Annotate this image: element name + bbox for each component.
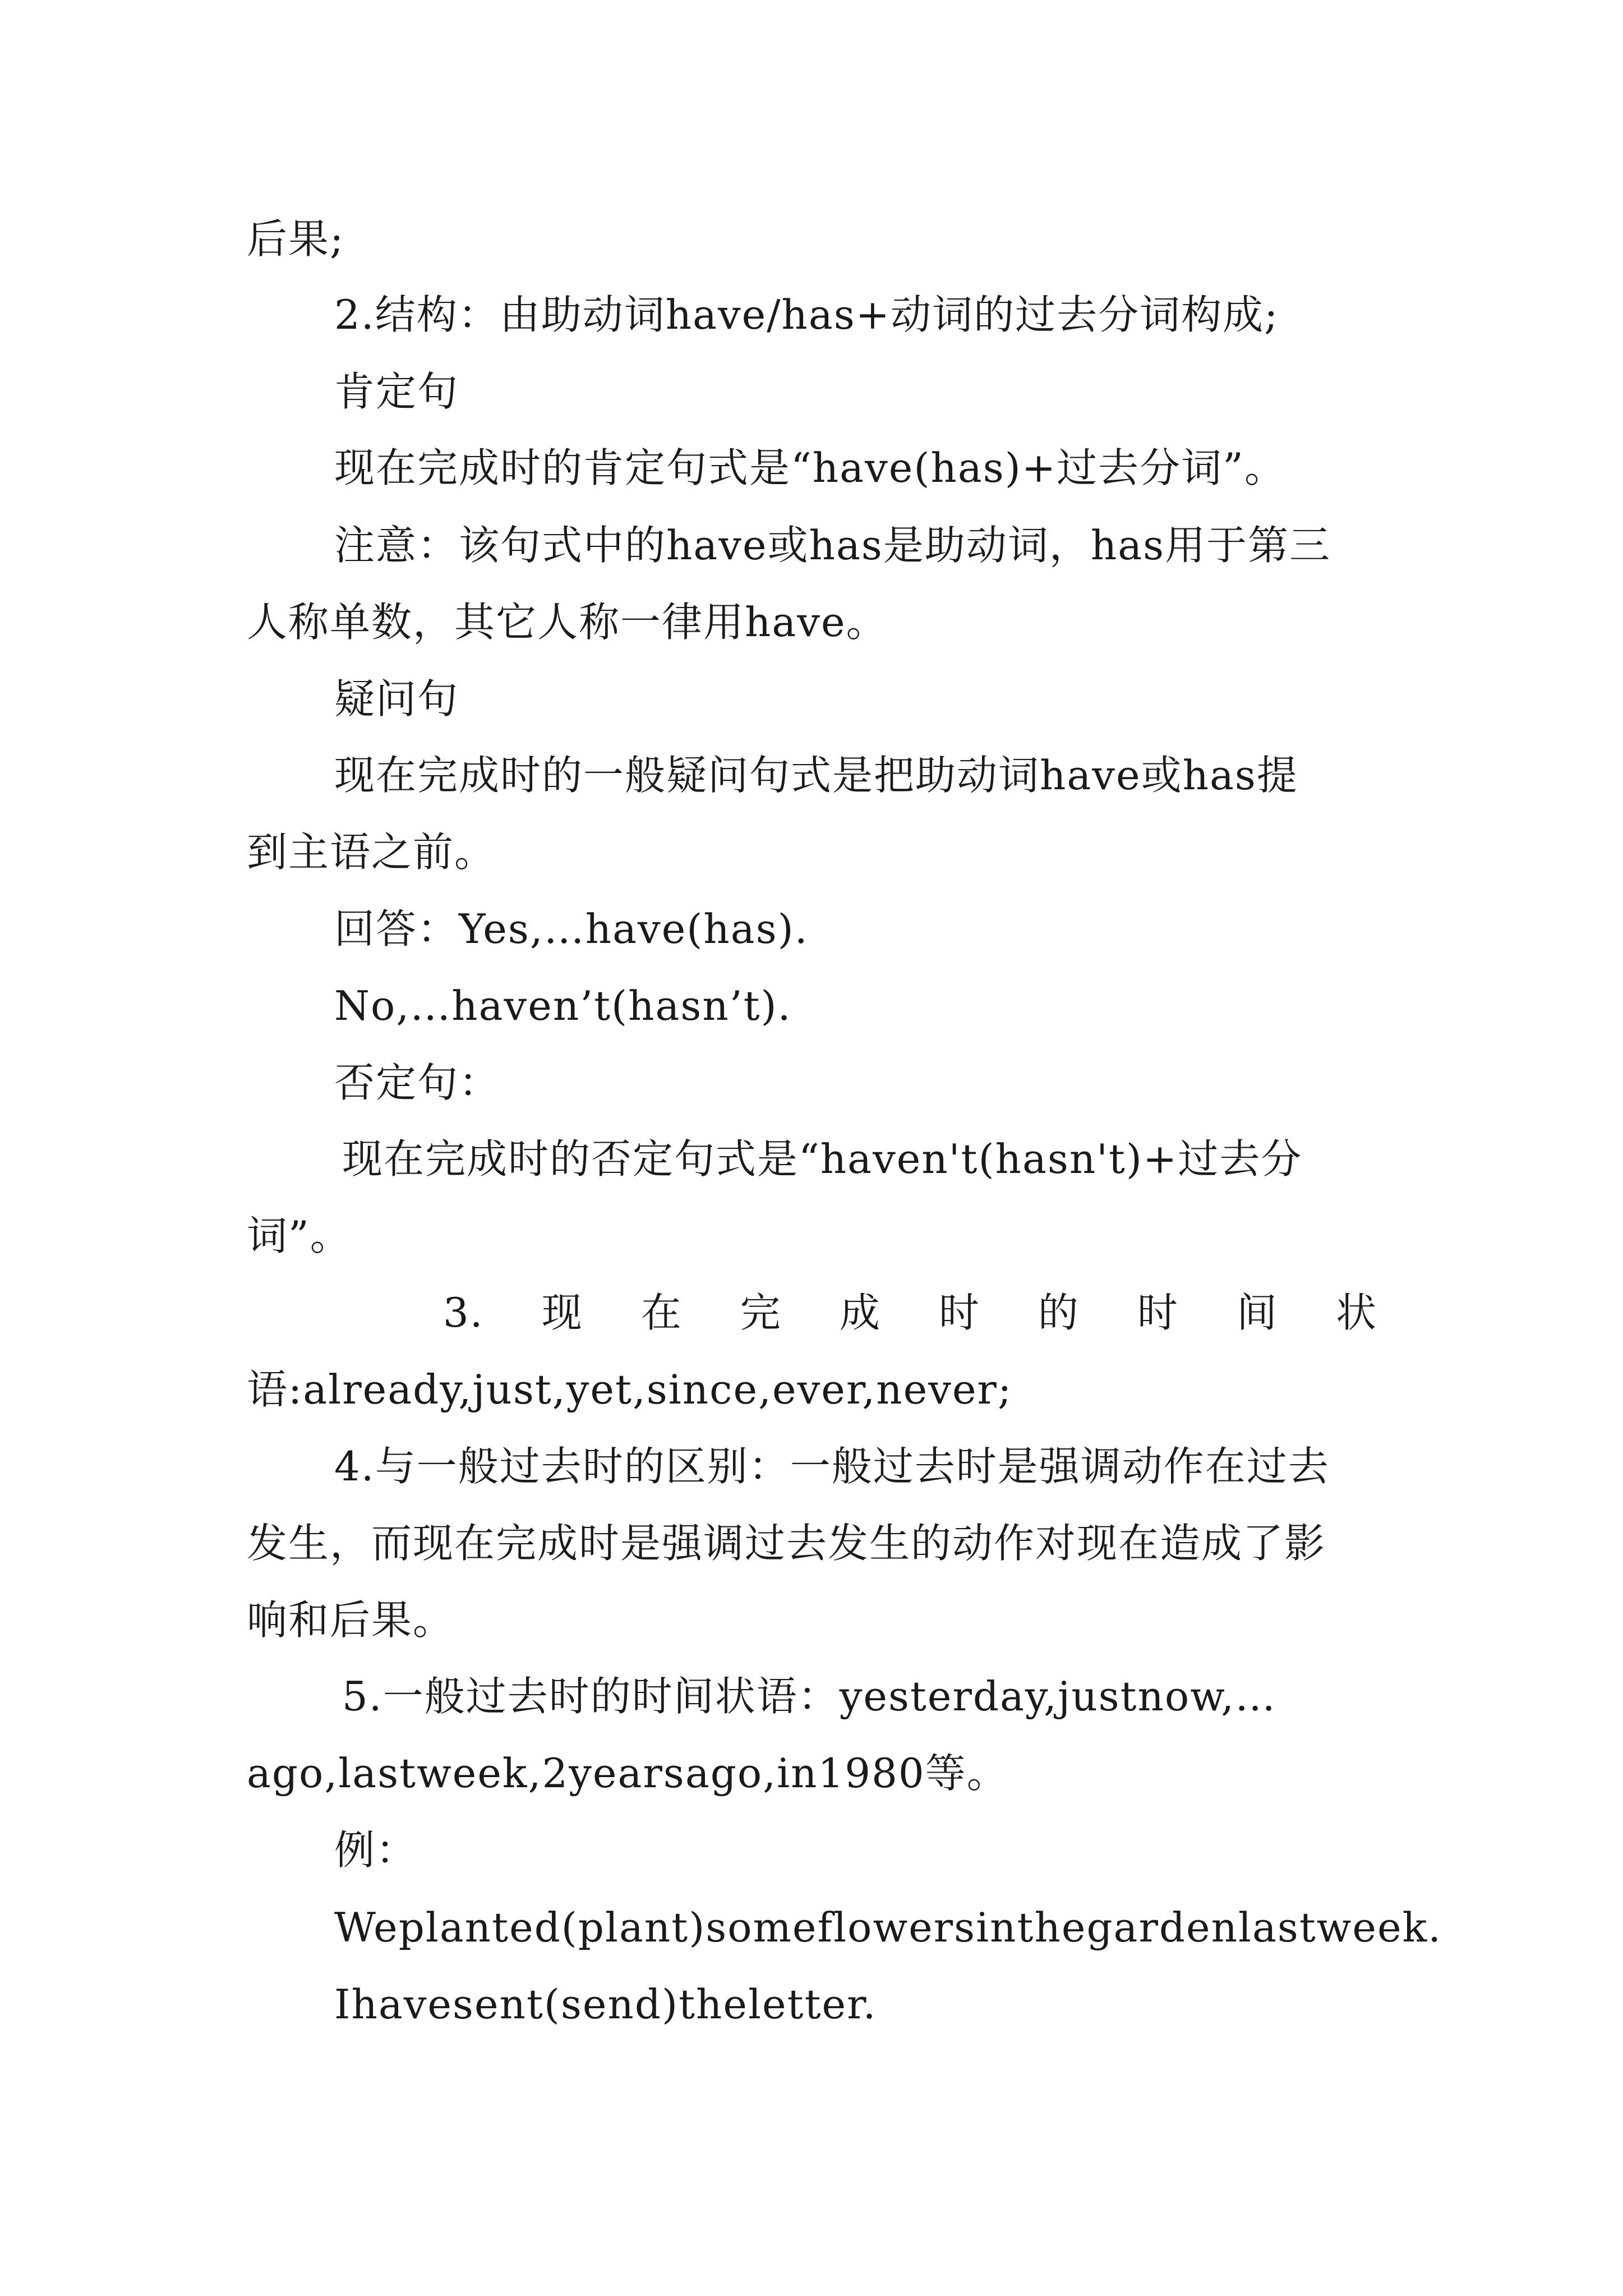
spread-token: 成 xyxy=(839,1289,881,1336)
text-line-time-adverbials-cont: 语:already,just,yet,since,ever,never; xyxy=(247,1366,1013,1413)
text-line-past-adverbials-cont: ago,lastweek,2yearsago,in1980等。 xyxy=(247,1750,1008,1797)
spread-token: 完 xyxy=(740,1289,782,1336)
text-line-negative-form: 现在完成时的否定句式是“haven't(hasn't)+过去分 xyxy=(342,1135,1303,1182)
text-line-answer-no: No,…haven’t(hasn’t). xyxy=(334,982,792,1029)
text-line-time-adverbials xyxy=(247,1289,1377,1336)
text-line-difference: 4.与一般过去时的区别：一般过去时是强调动作在过去 xyxy=(334,1443,1330,1490)
text-line-note: 注意：该句式中的have或has是助动词，has用于第三 xyxy=(334,522,1331,569)
heading-example: 例： xyxy=(334,1826,418,1874)
spread-token: 在 xyxy=(640,1289,683,1336)
text-line-interrogative-form: 现在完成时的一般疑问句式是把助动词have或has提 xyxy=(334,752,1298,799)
spread-token: 3. xyxy=(443,1289,484,1336)
spread-token: 状 xyxy=(1335,1289,1377,1336)
text-line-difference-end: 响和后果。 xyxy=(247,1596,455,1644)
text-line-difference-cont: 发生，而现在完成时是强调过去发生的动作对现在造成了影 xyxy=(247,1520,1326,1567)
spread-token: 现 xyxy=(541,1289,583,1336)
text-line-negative-cont: 词”。 xyxy=(247,1212,352,1259)
text-line-consequence: 后果; xyxy=(247,215,345,263)
spread-token: 的 xyxy=(1038,1289,1080,1336)
heading-affirmative: 肯定句 xyxy=(334,368,459,415)
heading-negative: 否定句： xyxy=(334,1059,501,1106)
text-line-note-cont: 人称单数，其它人称一律用have。 xyxy=(247,599,888,646)
text-line-answer-yes: 回答：Yes,…have(has). xyxy=(334,905,809,953)
text-line-structure: 2.结构：由助动词have/has+动词的过去分词构成; xyxy=(334,291,1279,338)
text-line-past-adverbials: 5.一般过去时的时间状语：yesterday,justnow,… xyxy=(342,1673,1277,1720)
spread-token: 时 xyxy=(938,1289,980,1336)
spread-token: 间 xyxy=(1236,1289,1278,1336)
text-line-example-1: Weplanted(plant)someflowersinthegardenlastweek. xyxy=(334,1904,1442,1951)
text-line-example-2: Ihavesent(send)theletter. xyxy=(334,1981,877,2028)
heading-interrogative: 疑问句 xyxy=(334,675,459,723)
spread-token: 时 xyxy=(1137,1289,1179,1336)
text-line-interrogative-cont: 到主语之前。 xyxy=(247,829,496,876)
text-line-affirmative-form: 现在完成时的肯定句式是“have(has)+过去分词”。 xyxy=(334,444,1286,491)
